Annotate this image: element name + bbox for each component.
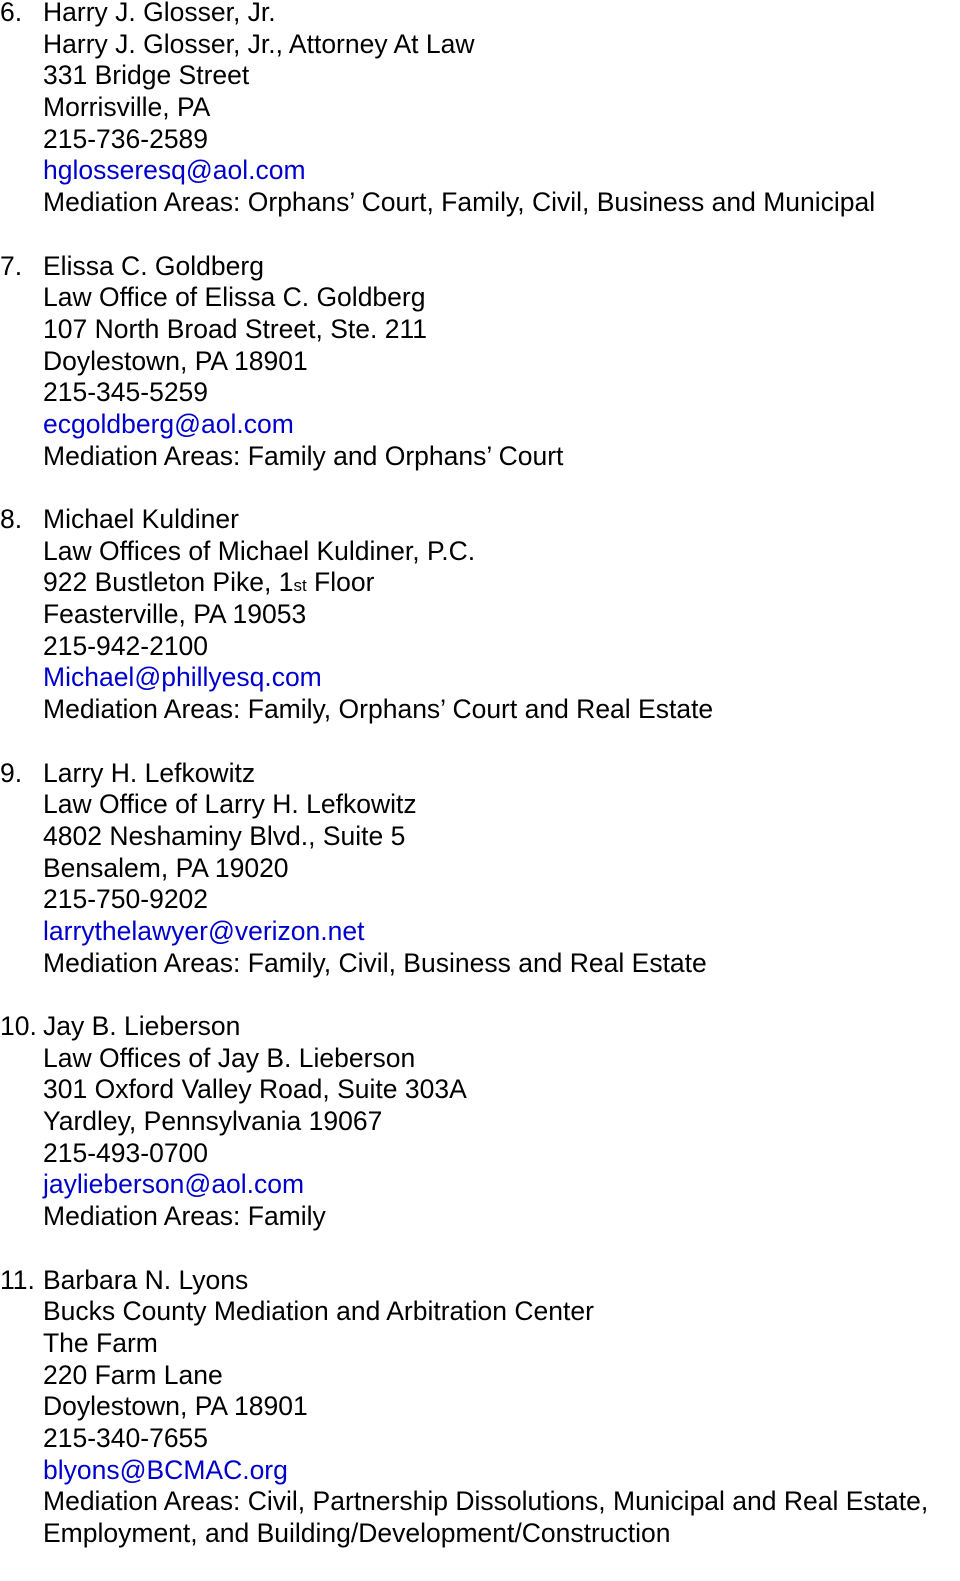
address-line: Doylestown, PA 18901 — [43, 1391, 308, 1422]
mediation-areas: Mediation Areas: Family, Orphans’ Court and Real Estate — [43, 694, 714, 725]
entry-number: 10. — [0, 1011, 37, 1041]
email-link[interactable]: jaylieberson@aol.com — [43, 1169, 305, 1200]
address-line: 4802 Neshaminy Blvd., Suite 5 — [43, 820, 406, 851]
mediator-name: Michael Kuldiner — [43, 504, 239, 534]
address-line: Doylestown, PA 18901 — [43, 345, 308, 376]
address-line: The Farm — [43, 1327, 158, 1358]
firm-name: Law Offices of Michael Kuldiner, P.C. — [43, 535, 476, 566]
address-line: 220 Farm Lane — [43, 1359, 223, 1390]
mediator-entry — [0, 0, 960, 219]
entry-number: 9. — [0, 757, 23, 788]
mediation-areas: Mediation Areas: Orphans’ Court, Family, Civil, Business and Municipal — [43, 187, 876, 218]
address-line: 107 North Broad Street, Ste. 211 — [43, 313, 427, 344]
email-link[interactable]: Michael@phillyesq.com — [43, 662, 322, 693]
mediation-areas: Mediation Areas: Civil, Partnership Dissolutions, Municipal and Real Estate, — [43, 1486, 929, 1517]
mediation-areas: Employment, and Building/Development/Construction — [43, 1518, 671, 1548]
mediator-name: Harry J. Glosser, Jr. — [43, 0, 276, 27]
address-line: Feasterville, PA 19053 — [43, 599, 307, 630]
mediator-entry — [0, 1265, 960, 1550]
phone-number: 215-736-2589 — [43, 123, 209, 154]
firm-name: Harry J. Glosser, Jr., Attorney At Law — [43, 28, 475, 59]
address-line — [0, 567, 960, 599]
firm-name: Law Office of Elissa C. Goldberg — [43, 282, 426, 313]
email-link[interactable]: larrythelawyer@verizon.net — [43, 915, 365, 946]
ordinal-suffix: st — [293, 576, 307, 596]
firm-name: Law Office of Larry H. Lefkowitz — [43, 789, 417, 820]
phone-number: 215-493-0700 — [43, 1137, 209, 1168]
entry-number: 7. — [0, 250, 23, 281]
mediation-areas: Mediation Areas: Family and Orphans’ Court — [43, 440, 564, 471]
mediation-areas: Mediation Areas: Family, Civil, Business and Real Estate — [43, 947, 707, 978]
firm-name: Law Offices of Jay B. Lieberson — [43, 1042, 416, 1073]
entry-number: 8. — [0, 504, 23, 534]
email-link[interactable]: blyons@BCMAC.org — [43, 1454, 288, 1485]
address-line: 301 Oxford Valley Road, Suite 303A — [43, 1074, 467, 1105]
email-link[interactable]: ecgoldberg@aol.com — [43, 408, 294, 439]
address-line: Yardley, Pennsylvania 19067 — [43, 1106, 383, 1137]
address-line: 331 Bridge Street — [43, 60, 250, 91]
phone-number: 215-750-9202 — [43, 884, 209, 915]
phone-number: 215-340-7655 — [43, 1422, 209, 1453]
entry-number: 6. — [0, 0, 23, 27]
address-floor: Floor — [306, 567, 375, 598]
address-line: Morrisville, PA — [43, 92, 211, 123]
mediator-name: Jay B. Lieberson — [43, 1011, 241, 1041]
mediator-entry — [0, 1011, 960, 1233]
entry-number: 11. — [0, 1264, 35, 1295]
email-link[interactable]: hglosseresq@aol.com — [43, 155, 306, 186]
mediator-entry — [0, 251, 960, 473]
mediator-name: Barbara N. Lyons — [43, 1264, 249, 1295]
mediator-name: Elissa C. Goldberg — [43, 250, 264, 281]
mediation-areas: Mediation Areas: Family — [43, 1201, 326, 1232]
phone-number: 215-942-2100 — [43, 630, 209, 661]
mediator-entry — [0, 504, 960, 726]
mediator-entry — [0, 758, 960, 980]
address-street: 922 Bustleton Pike, 1 — [43, 567, 294, 598]
firm-name: Bucks County Mediation and Arbitration Center — [43, 1296, 594, 1327]
mediator-name: Larry H. Lefkowitz — [43, 757, 256, 788]
phone-number: 215-345-5259 — [43, 377, 209, 408]
address-line: Bensalem, PA 19020 — [43, 852, 289, 883]
